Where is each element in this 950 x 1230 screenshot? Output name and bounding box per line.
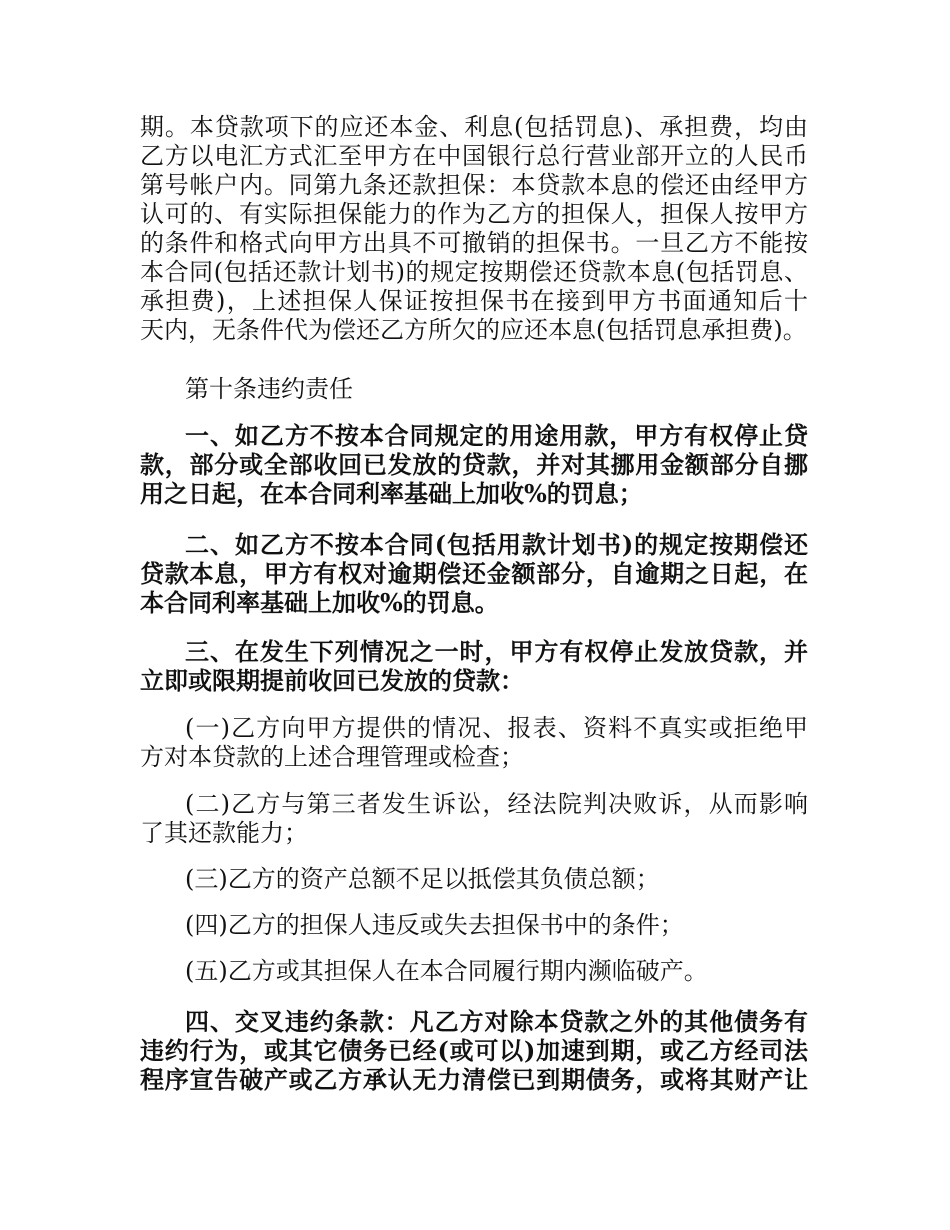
sub-item-5: [140, 957, 808, 986]
text-line: 的条件和格式向甲方出具不可撤销的担保书。一旦乙方不能按: [140, 229, 808, 257]
text-line: 认可的、有实际担保能力的作为乙方的担保人，担保人按甲方: [140, 200, 808, 228]
text-line: (一)乙方向甲方提供的情况、报表、资料不真实或拒绝甲: [185, 714, 808, 742]
text-line: 乙方以电汇方式汇至甲方在中国银行总行营业部开立的人民币: [140, 142, 808, 170]
text-line: 用之日起，在本合同利率基础上加收%的罚息；: [140, 479, 643, 508]
text-line: 本合同利率基础上加收%的罚息。: [140, 588, 499, 617]
text-line: 贷款本息，甲方有权对逾期偿还金额部分，自逾期之日起，在: [140, 559, 808, 588]
text-line: 款，部分或全部收回已发放的贷款，并对其挪用金额部分自挪: [140, 450, 808, 479]
sub-item-4: [140, 911, 808, 940]
text-line: 立即或限期提前收回已发放的贷款：: [140, 666, 524, 695]
sub-item-3: [140, 865, 808, 894]
text-line: 四、交叉违约条款：凡乙方对除本贷款之外的其他债务有: [185, 1007, 808, 1036]
text-line: 方对本贷款的上述合理管理或检查；: [140, 743, 524, 771]
paragraph-continuation: [140, 113, 808, 345]
text-line: (二)乙方与第三者发生诉讼，经法院判决败诉，从而影响: [185, 790, 808, 818]
text-line: 承担费)，上述担保人保证按担保书在接到甲方书面通知后十: [140, 287, 808, 315]
clause-4: [140, 1007, 808, 1094]
text-line: 程序宣告破产或乙方承认无力清偿已到期债务，或将其财产让: [140, 1065, 808, 1094]
text-line: 本合同(包括还款计划书)的规定按期偿还贷款本息(包括罚息、: [140, 258, 808, 286]
text-line: 三、在发生下列情况之一时，甲方有权停止发放贷款，并: [185, 637, 808, 666]
article-heading: 第十条违约责任: [185, 375, 353, 403]
clause-3: [140, 637, 808, 695]
sub-item-2: [140, 790, 808, 848]
text-line: (五)乙方或其担保人在本合同履行期内濒临破产。: [185, 957, 708, 985]
text-line: 了其还款能力；: [140, 819, 308, 847]
text-line: 第号帐户内。同第九条还款担保：本贷款本息的偿还由经甲方: [140, 171, 808, 199]
text-line: 二、如乙方不按本合同(包括用款计划书)的规定按期偿还: [185, 530, 808, 559]
text-line: (四)乙方的担保人违反或失去担保书中的条件；: [185, 911, 684, 939]
text-line: 一、如乙方不按本合同规定的用途用款，甲方有权停止贷: [185, 421, 808, 450]
clause-2: [140, 530, 808, 617]
text-line: 违约行为，或其它债务已经(或可以)加速到期，或乙方经司法: [140, 1036, 808, 1065]
text-line: 期。本贷款项下的应还本金、利息(包括罚息)、承担费，均由: [140, 113, 808, 141]
text-line: (三)乙方的资产总额不足以抵偿其负债总额；: [185, 865, 660, 893]
clause-1: [140, 421, 808, 508]
sub-item-1: [140, 714, 808, 772]
text-line: 天内，无条件代为偿还乙方所欠的应还本息(包括罚息承担费)。: [140, 316, 807, 344]
